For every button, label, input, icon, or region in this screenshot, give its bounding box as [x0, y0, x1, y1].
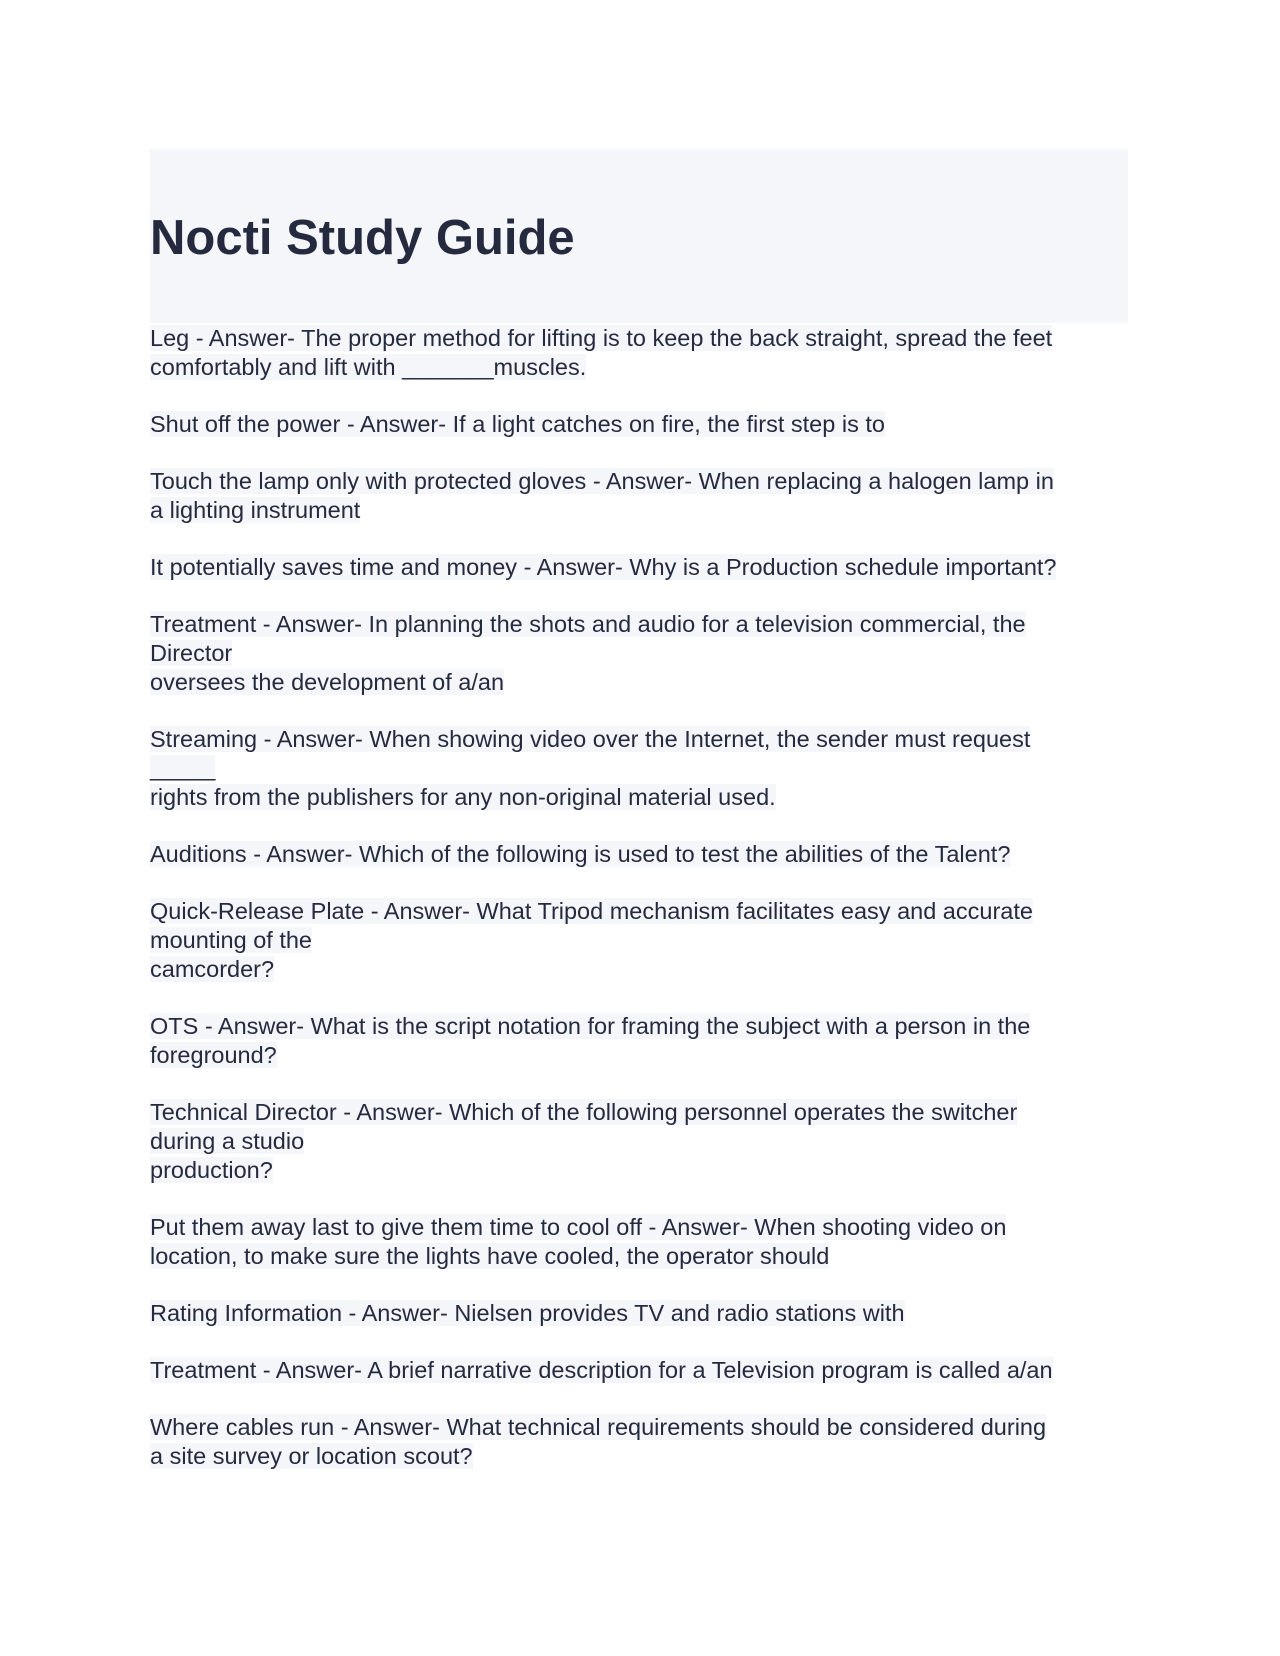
qa-entry-text: It potentially saves time and money - Answer- Why is a Production schedule important? — [150, 554, 1057, 580]
qa-entry — [150, 1213, 1128, 1271]
qa-entry-text: location, to make sure the lights have cooled, the operator should — [150, 1243, 830, 1269]
qa-entry-text: mounting of the — [150, 927, 312, 953]
qa-entry-line — [150, 1413, 1128, 1442]
qa-entry-text: Touch the lamp only with protected gloves - Answer- When replacing a halogen lamp in — [150, 468, 1054, 494]
qa-entry-line — [150, 668, 1128, 697]
qa-entry-text: a site survey or location scout? — [150, 1443, 473, 1469]
qa-entry-text: rights from the publishers for any non-original material used. — [150, 784, 776, 810]
qa-entry — [150, 324, 1128, 382]
qa-entry — [150, 1098, 1128, 1185]
qa-entry-text: production? — [150, 1157, 273, 1183]
title-banner — [150, 149, 1128, 323]
qa-entry-line — [150, 353, 1128, 382]
page-title: Nocti Study Guide — [150, 211, 575, 265]
qa-entry — [150, 840, 1128, 869]
qa-entry — [150, 1299, 1128, 1328]
qa-entry-line — [150, 467, 1128, 496]
qa-entry-text: camcorder? — [150, 956, 275, 982]
qa-entry — [150, 610, 1128, 697]
qa-entry-text: Streaming - Answer- When showing video over the Internet, the sender must request — [150, 726, 1031, 752]
qa-entry — [150, 725, 1128, 812]
qa-entry — [150, 410, 1128, 439]
qa-entry — [150, 553, 1128, 582]
qa-entry-line — [150, 1098, 1128, 1127]
document-page — [150, 149, 1128, 1499]
qa-entry-text: Rating Information - Answer- Nielsen provides TV and radio stations with — [150, 1300, 905, 1326]
qa-entry-line — [150, 926, 1128, 955]
qa-entry-line — [150, 1356, 1128, 1385]
qa-entry-line — [150, 1442, 1128, 1471]
qa-entry — [150, 897, 1128, 984]
qa-entry-line — [150, 1127, 1128, 1156]
qa-entry-line — [150, 496, 1128, 525]
qa-entry-line — [150, 410, 1128, 439]
qa-entry-line — [150, 783, 1128, 812]
qa-entry-line — [150, 553, 1128, 582]
qa-entry-text: Treatment - Answer- A brief narrative description for a Television program is called a/an — [150, 1357, 1053, 1383]
qa-entry-line — [150, 639, 1128, 668]
qa-entry-line — [150, 324, 1128, 353]
qa-entry-line — [150, 955, 1128, 984]
qa-entry-text: Quick-Release Plate - Answer- What Tripod mechanism facilitates easy and accurate — [150, 898, 1033, 924]
qa-entry-line — [150, 1012, 1128, 1041]
qa-entry-line — [150, 725, 1128, 754]
qa-entry-text: Auditions - Answer- Which of the following is used to test the abilities of the Talent? — [150, 841, 1011, 867]
qa-entry-text: Treatment - Answer- In planning the shots and audio for a television commercial, the — [150, 611, 1026, 637]
qa-entry-text: Technical Director - Answer- Which of the following personnel operates the switcher — [150, 1099, 1018, 1125]
qa-entry — [150, 467, 1128, 525]
qa-entry-line — [150, 1213, 1128, 1242]
qa-entry — [150, 1413, 1128, 1471]
qa-entry-text: Director — [150, 640, 233, 666]
qa-entry-text: _____ — [150, 755, 216, 781]
qa-entry-line — [150, 1299, 1128, 1328]
qa-entry-line — [150, 610, 1128, 639]
qa-entry-text: Put them away last to give them time to cool off - Answer- When shooting video on — [150, 1214, 1007, 1240]
qa-entry-line — [150, 1041, 1128, 1070]
qa-entry-line — [150, 1242, 1128, 1271]
qa-entry-text: a lighting instrument — [150, 497, 361, 523]
qa-entry-text: during a studio — [150, 1128, 305, 1154]
qa-entry-text: oversees the development of a/an — [150, 669, 505, 695]
qa-entry-text: Leg - Answer- The proper method for lifting is to keep the back straight, spread the feet — [150, 325, 1053, 351]
qa-list — [150, 324, 1128, 1471]
qa-entry-line — [150, 840, 1128, 869]
qa-entry — [150, 1012, 1128, 1070]
qa-entry-line — [150, 897, 1128, 926]
qa-entry-line — [150, 754, 1128, 783]
qa-entry-text: foreground? — [150, 1042, 277, 1068]
qa-entry — [150, 1356, 1128, 1385]
qa-entry-text: OTS - Answer- What is the script notation for framing the subject with a person in the — [150, 1013, 1031, 1039]
qa-entry-text: comfortably and lift with _______muscles. — [150, 354, 587, 380]
qa-entry-text: Where cables run - Answer- What technical requirements should be considered during — [150, 1414, 1047, 1440]
qa-entry-text: Shut off the power - Answer- If a light catches on fire, the first step is to — [150, 411, 885, 437]
qa-entry-line — [150, 1156, 1128, 1185]
